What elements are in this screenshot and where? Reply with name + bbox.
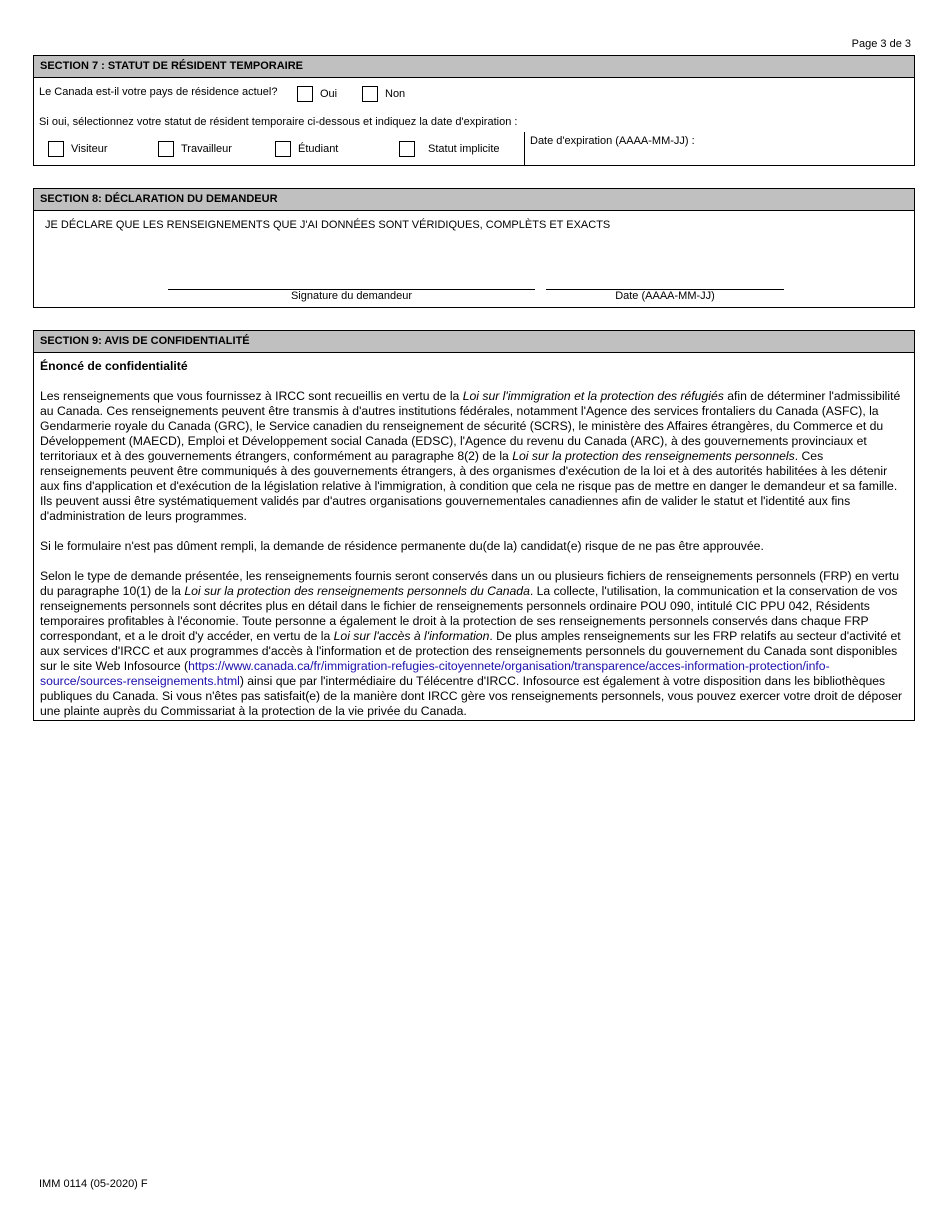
student-label: Étudiant xyxy=(298,143,339,155)
worker-label: Travailleur xyxy=(181,143,232,155)
section-9-privacy-notice xyxy=(33,330,915,721)
status-instruction: Si oui, sélectionnez votre statut de résident temporaire ci-dessous et indiquez la date d'expiration : xyxy=(39,116,518,128)
privacy-paragraph-1: Les renseignements que vous fournissez à IRCC sont recueillis en vertu de la Loi sur l'immigration et la protection des réfugiés afin de déterminer l'admissibilité au Canada. Ces renseignements peuvent être transmis à d'autres institutions fédérales, notamment l'Agence des services frontaliers du Canada (ASFC), la Gendarmerie royale du Canada (GRC), le Service canadien du renseignement de sécurité (SCRS), le ministère des Affaires étrangères, du Commerce et du Développement (MAECD), Emploi et Développement social Canada (EDSC), l'Agence du revenu du Canada (ARC), à des gouvernements provinciaux et territoriaux et à des gouvernements étrangers, conformément au paragraphe 8(2) de la Loi sur la protection des renseignements personnels. Ces renseignements peuvent être communiqués à des gouvernements étrangers, à des organismes d'exécution de la loi et à des autorités habilitées à les détenir aux fins d'application et d'exécution de la législation relative à l'immigration, à condition que cela ne risque pas de mettre en danger le demandeur et sa famille. Ils peuvent aussi être systématiquement validés par d'autres organisations gouvernementales canadiennes afin de valider le statut et l'identité aux fins d'administration de leurs programmes. xyxy=(40,389,901,523)
privacy-paragraph-3: Selon le type de demande présentée, les renseignements fournis seront conservés dans un ou plusieurs fichiers de renseignements personnels (FRP) en vertu du paragraphe 10(1) de la Loi sur la protection des renseignements personnels du Canada. La collecte, l'utilisation, la communication et la conservation de vos renseignements personnels sont décrites plus en détail dans le fichier de renseignements personnels ordinaire POU 090, intitulé CIC PPU 042, Résidents temporaires profitables à l'économie. Toute personne a également le droit à la protection de ses renseignements personnels conservés dans chaque FRP correspondant, et a le droit d'y accéder, en vertu de la Loi sur l'accès à l'information. De plus amples renseignements sur les FRP relatifs au secteur d'activité et aux services d'IRCC et aux programmes d'accès à l'information et de protection des renseignements personnels du gouvernement du Canada sont disponibles sur le site Web Infosource (https://www.canada.ca/fr/immigration-refugies-citoyennete/organisation/transparence/acces-information-protection/info-source/sources-renseignements.html) ainsi que par l'intermédiaire du Télécentre d'IRCC. Infosource est également à votre disposition dans les bibliothèques publiques du Canada. Si vous n'êtes pas satisfait(e) de la manière dont IRCC gère vos renseignements personnels, vous pouvez exercer votre droit de déposer une plainte auprès du Commissariat à la protection de la vie privée du Canada. xyxy=(40,569,903,718)
law-reference: Loi sur la protection des renseignements personnels du Canada xyxy=(184,584,530,598)
privacy-statement-heading: Énoncé de confidentialité xyxy=(40,359,188,373)
status-option-student[interactable] xyxy=(275,141,338,157)
date-field[interactable] xyxy=(546,244,783,288)
no-checkbox[interactable] xyxy=(362,86,378,102)
status-option-implied[interactable] xyxy=(399,141,500,157)
section-7-temporary-resident-status xyxy=(33,55,915,166)
worker-checkbox[interactable] xyxy=(158,141,174,157)
page-number: Page 3 de 3 xyxy=(851,38,911,50)
status-option-worker[interactable] xyxy=(158,141,232,157)
yes-checkbox[interactable] xyxy=(297,86,313,102)
visitor-label: Visiteur xyxy=(71,143,108,155)
section-8-title: SECTION 8: DÉCLARATION DU DEMANDEUR xyxy=(34,189,914,211)
implied-status-label: Statut implicite xyxy=(428,143,500,155)
student-checkbox[interactable] xyxy=(275,141,291,157)
signature-label: Signature du demandeur xyxy=(290,290,413,302)
no-label: Non xyxy=(385,88,406,100)
section-7-title: SECTION 7 : STATUT DE RÉSIDENT TEMPORAIRE xyxy=(34,56,914,78)
residence-question: Le Canada est-il votre pays de résidence actuel? xyxy=(39,86,278,98)
section-8-applicant-declaration xyxy=(33,188,915,308)
signature-field[interactable] xyxy=(168,244,534,288)
privacy-paragraph-2: Si le formulaire n'est pas dûment rempli, la demande de résidence permanente du(de la) candidat(e) risque de ne pas être approuvée. xyxy=(40,539,764,553)
expiry-divider xyxy=(524,132,525,166)
expiry-date-field[interactable] xyxy=(694,132,910,162)
date-label: Date (AAAA-MM-JJ) xyxy=(615,290,715,302)
visitor-checkbox[interactable] xyxy=(48,141,64,157)
declaration-text: JE DÉCLARE QUE LES RENSEIGNEMENTS QUE J'AI DONNÉES SONT VÉRIDIQUES, COMPLÈTS ET EXACTS xyxy=(45,219,611,231)
yes-label: Oui xyxy=(320,88,338,100)
infosource-link[interactable]: https://www.canada.ca/fr/immigration-refugies-citoyennete/organisation/transparence/acces-information-protection/info-source/sources-renseignements.html xyxy=(40,659,830,688)
expiry-date-label: Date d'expiration (AAAA-MM-JJ) : xyxy=(530,135,695,147)
status-option-visitor[interactable] xyxy=(48,141,107,157)
form-code-footer: IMM 0114 (05-2020) F xyxy=(39,1178,148,1190)
implied-status-checkbox[interactable] xyxy=(399,141,415,157)
law-reference: Loi sur la protection des renseignements personnels xyxy=(512,449,795,463)
option-yes[interactable] xyxy=(297,86,337,102)
law-reference: Loi sur l'accès à l'information xyxy=(333,629,490,643)
option-no[interactable] xyxy=(362,86,405,102)
section-9-title: SECTION 9: AVIS DE CONFIDENTIALITÉ xyxy=(34,331,914,353)
law-reference: Loi sur l'immigration et la protection des réfugiés xyxy=(462,389,724,403)
